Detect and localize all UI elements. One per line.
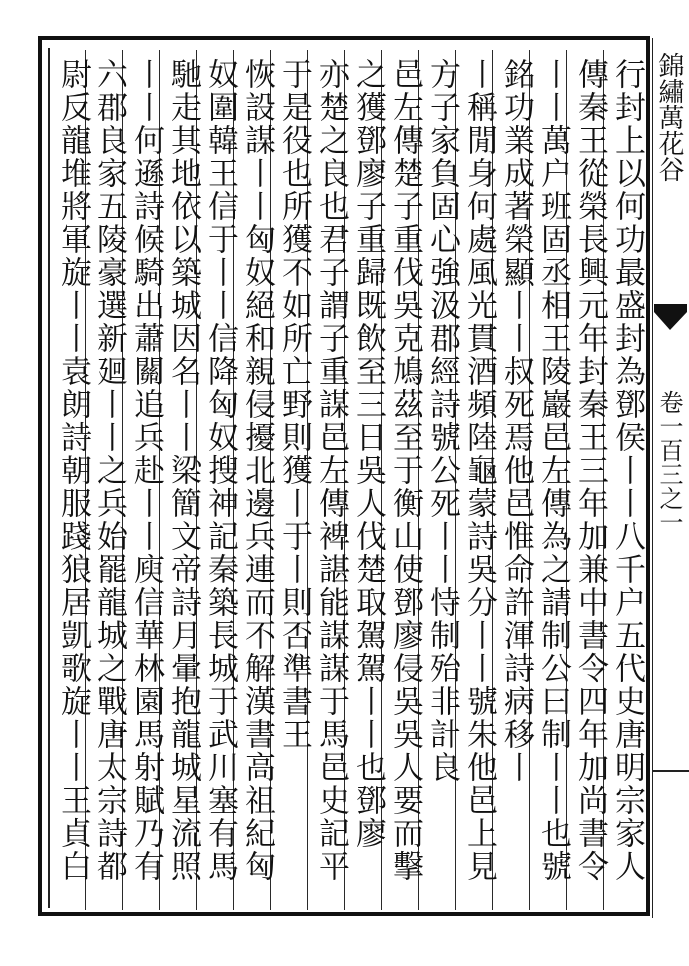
text-column: 傳秦王從榮長興元年封秦王三年加兼中書令四年加尚書令 <box>572 58 608 883</box>
text-column: 恢設謀丨丨匈奴絕和親侵擾北邊兵連而不解漢書高祖紀匈 <box>239 58 275 883</box>
text-column: 銘功業成著榮顯丨丨叔死焉他邑惟命許渾詩病移丨 <box>498 58 534 784</box>
margin-tick <box>652 770 689 772</box>
text-column: 丨丨何遜詩候騎出蕭關追兵赴丨丨庾信華林園馬射賦乃有 <box>128 58 164 883</box>
juan-label: 卷一百三之一 <box>655 390 683 534</box>
running-title: 錦繡萬花谷 <box>654 52 684 182</box>
text-column: 行封上以何功最盛封為鄧侯丨丨八千户五代史唐明宗家人 <box>609 58 645 883</box>
text-column: 六郡良家五陵豪選新廻丨丨之兵始罷龍城之戰唐太宗詩都 <box>91 58 127 883</box>
text-column: 尉反龍堆將軍旋丨丨袁朗詩朝服踐狼居凱歌旋丨丨王貞白 <box>55 58 91 883</box>
text-column: 于是役也所獲不如所亡野則獲丨于丨則否準書王 <box>276 58 312 751</box>
text-column: 邑左傳楚子重伐吳克鳩茲至于衡山使鄧廖侵吳吳人要而擊 <box>387 58 423 883</box>
text-column: 亦楚之良也君子謂子重謀邑左傳裨諶能謀謀于馬邑史記平 <box>313 58 349 883</box>
text-column: 丨稱閒身何處風光貫酒頻陸龜蒙詩吳分丨丨號朱他邑上見 <box>461 58 497 883</box>
text-column: 馳走其地依以築城因名丨丨梁簡文帝詩月暈抱龍城星流照 <box>165 58 201 883</box>
text-column: 方子家負固心強汲郡經詩號公死丨丨恃制殆非計良 <box>424 58 460 784</box>
text-column: 奴圍韓王信于丨丨信降匈奴搜神記秦築長城于武川塞有馬 <box>202 58 238 883</box>
text-column: 之獲鄧廖子重歸既飲至三日吳人伐楚取駕駕丨丨也鄧廖 <box>350 58 386 850</box>
text-column: 丨丨萬户班固丞相王陵巖邑左傳為之請制公曰制丨丨也號 <box>535 58 571 883</box>
fishtail-mark <box>652 300 689 338</box>
